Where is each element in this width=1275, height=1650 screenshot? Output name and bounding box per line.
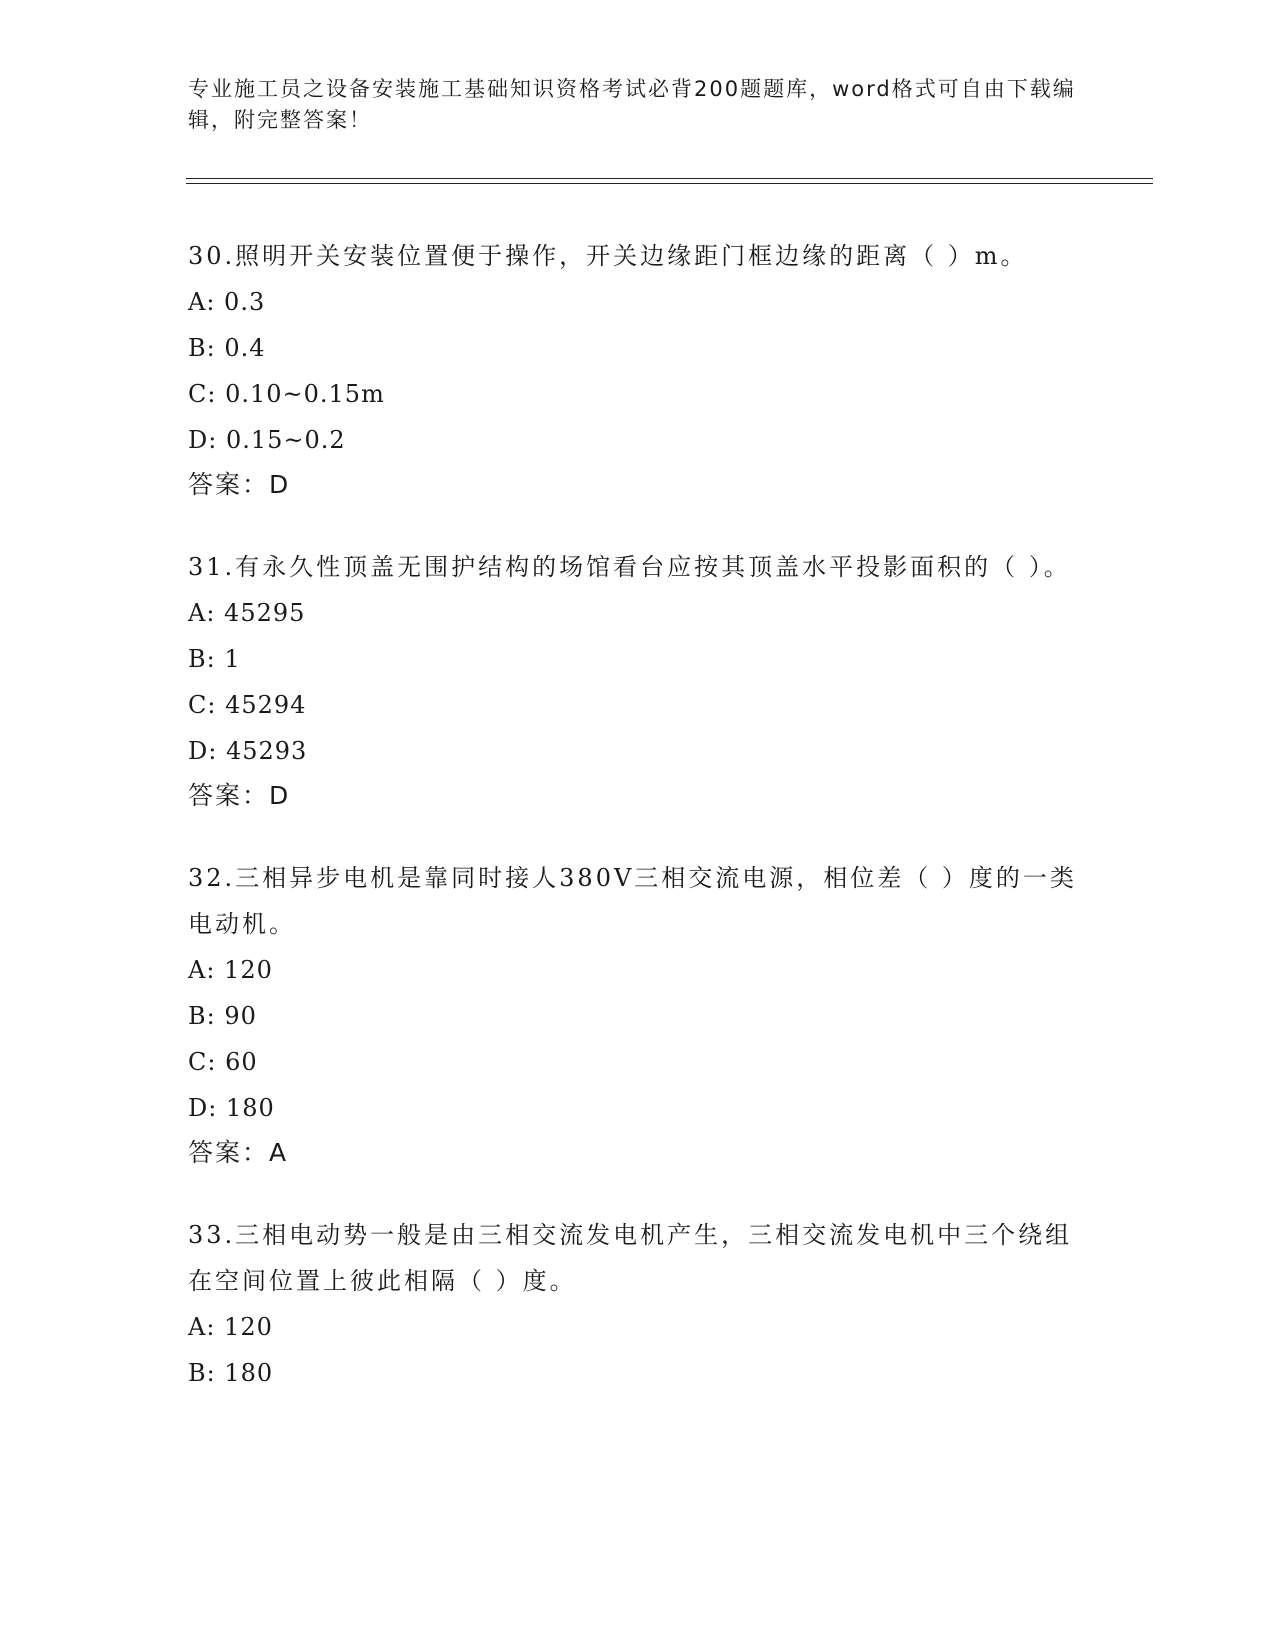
question-33: [188, 1212, 1088, 1396]
option-b: B: 90: [188, 1002, 257, 1030]
header-divider: [186, 178, 1153, 184]
question-list: [188, 233, 1088, 1433]
option-d: D: 180: [188, 1094, 275, 1122]
option-a: A: 120: [188, 956, 273, 984]
question-32: [188, 855, 1088, 1175]
answer-label: 答案：A: [188, 1138, 289, 1167]
question-stem: 33.三相电动势一般是由三相交流发电机产生，三相交流发电机中三个绕组在空间位置上彼此相隔（ ）度。: [188, 1221, 1073, 1295]
answer-label: 答案：D: [188, 781, 291, 810]
option-c: C: 45294: [188, 691, 307, 719]
option-c: C: 0.10~0.15m: [188, 380, 385, 408]
option-a: A: 0.3: [188, 288, 266, 316]
option-d: D: 0.15~0.2: [188, 426, 346, 454]
option-b: B: 180: [188, 1359, 274, 1387]
option-a: A: 120: [188, 1313, 273, 1341]
option-b: B: 0.4: [188, 334, 266, 362]
answer-label: 答案：D: [188, 470, 291, 499]
question-stem: 30.照明开关安装位置便于操作，开关边缘距门框边缘的距离（ ）m。: [188, 242, 1028, 270]
option-c: C: 60: [188, 1048, 258, 1076]
question-stem: 32.三相异步电机是靠同时接人380V三相交流电源，相位差（ ）度的一类电动机。: [188, 864, 1077, 938]
option-b: B: 1: [188, 645, 241, 673]
option-d: D: 45293: [188, 737, 308, 765]
option-a: A: 45295: [188, 599, 306, 627]
question-31: [188, 544, 1088, 818]
question-30: [188, 233, 1088, 507]
document-header: 专业施工员之设备安装施工基础知识资格考试必背200题题库，word格式可自由下载编辑，附完整答案！: [188, 77, 1076, 132]
question-stem: 31.有永久性顶盖无围护结构的场馆看台应按其顶盖水平投影面积的（ ）。: [188, 553, 1071, 581]
